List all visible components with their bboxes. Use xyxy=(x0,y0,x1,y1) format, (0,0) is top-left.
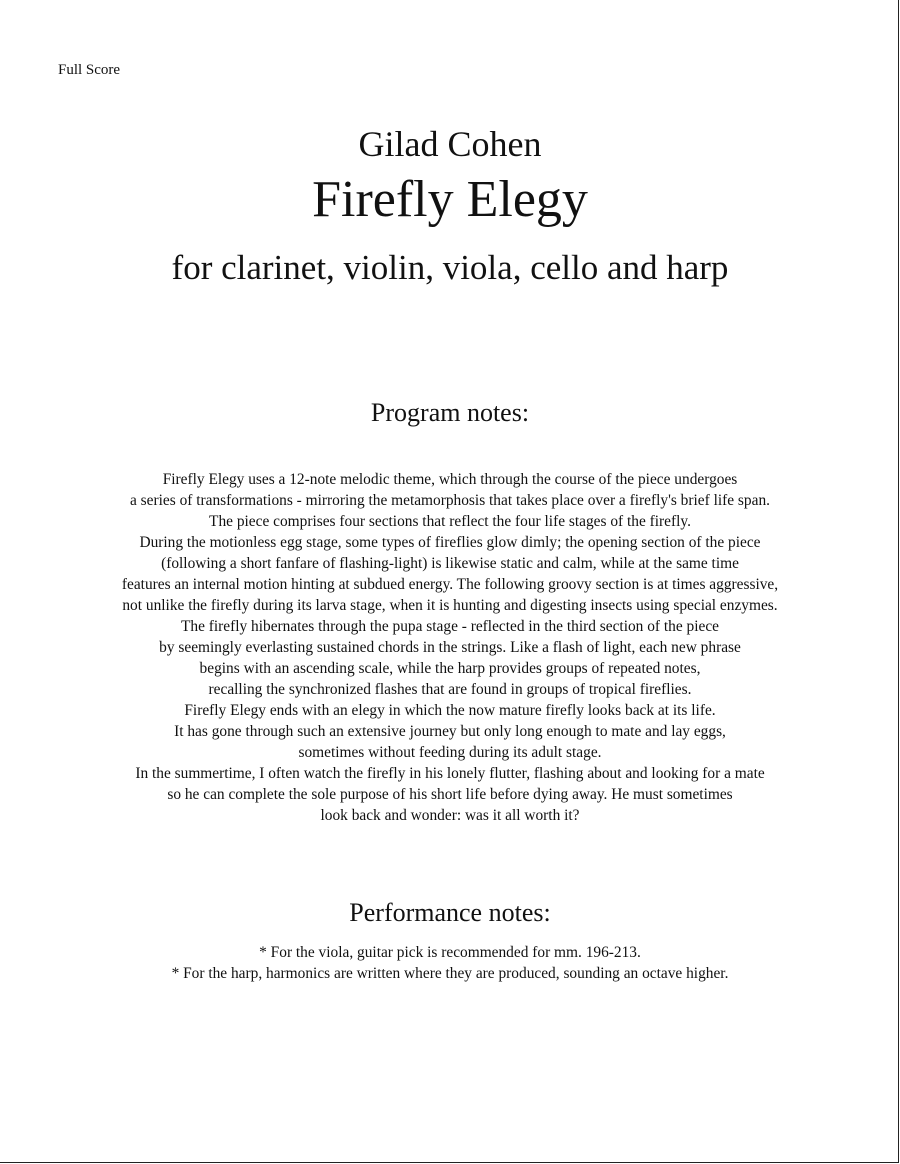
performance-notes-text xyxy=(0,942,900,984)
program-notes-heading: Program notes: xyxy=(370,398,530,427)
program-notes-line: sometimes without feeding during its adult stage. xyxy=(298,744,602,761)
program-notes-line: Firefly Elegy ends with an elegy in which the now mature firefly looks back at its life. xyxy=(184,702,716,719)
program-notes-line: features an internal motion hinting at subdued energy. The following groovy section is at times aggressive, xyxy=(121,576,779,593)
full-score-label: Full Score xyxy=(58,62,121,78)
program-notes-line: not unlike the firefly during its larva stage, when it is hunting and digesting insects using special enzymes. xyxy=(122,597,778,614)
program-notes-line: Firefly Elegy uses a 12-note melodic theme, which through the course of the piece undergoes xyxy=(162,471,738,488)
program-notes-line: recalling the synchronized flashes that are found in groups of tropical fireflies. xyxy=(208,681,692,698)
program-notes-line: The piece comprises four sections that reflect the four life stages of the firefly. xyxy=(209,513,691,530)
program-notes-line: It has gone through such an extensive journey but only long enough to mate and lay eggs, xyxy=(174,723,726,740)
program-notes-line: (following a short fanfare of flashing-light) is likewise static and calm, while at the same time xyxy=(161,555,739,572)
program-notes-line: During the motionless egg stage, some types of fireflies glow dimly; the opening section of the piece xyxy=(139,534,761,551)
instrumentation-subtitle: for clarinet, violin, viola, cello and harp xyxy=(171,248,729,287)
composer-name: Gilad Cohen xyxy=(358,124,542,164)
performance-note-harp: * For the harp, harmonics are written where they are produced, sounding an octave higher. xyxy=(171,965,729,982)
program-notes-line: so he can complete the sole purpose of his short life before dying away. He must sometimes xyxy=(167,786,733,803)
performance-note-viola: * For the viola, guitar pick is recommended for mm. 196-213. xyxy=(259,944,641,961)
program-notes-text xyxy=(0,469,900,826)
program-notes-line: In the summertime, I often watch the firefly in his lonely flutter, flashing about and looking for a mate xyxy=(135,765,765,782)
work-title: Firefly Elegy xyxy=(312,171,588,228)
program-notes-line: look back and wonder: was it all worth it? xyxy=(320,807,580,824)
program-notes-line: The firefly hibernates through the pupa stage - reflected in the third section of the piece xyxy=(180,618,720,635)
program-notes-line: by seemingly everlasting sustained chords in the strings. Like a flash of light, each new phrase xyxy=(159,639,741,656)
program-notes-line: begins with an ascending scale, while the harp provides groups of repeated notes, xyxy=(199,660,701,677)
performance-notes-heading: Performance notes: xyxy=(349,898,551,927)
program-notes-line: a series of transformations - mirroring the metamorphosis that takes place over a firefly's brief life span. xyxy=(130,492,770,509)
